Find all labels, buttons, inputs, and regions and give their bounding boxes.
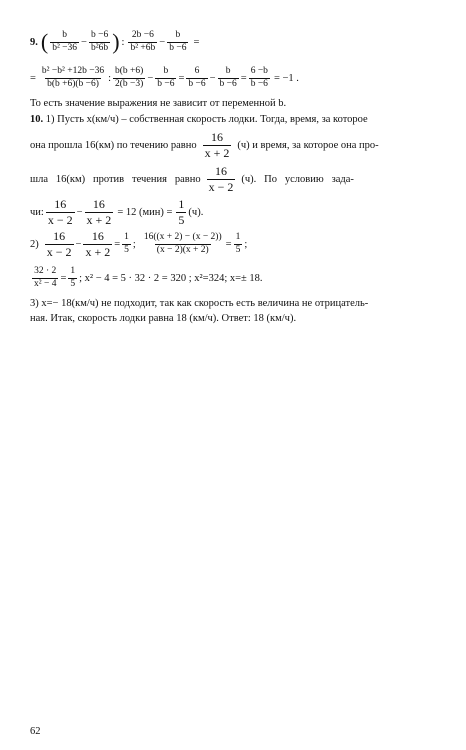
problem-9-number: 9.	[30, 36, 38, 48]
fraction: $\frac{16}{x + 2}$	[85, 228, 111, 259]
fraction: $\frac{16}{x + 2}$	[204, 129, 230, 160]
fraction: $\frac{b}{b -6}$	[157, 65, 175, 89]
fraction: $\frac{1}{5}$	[70, 265, 76, 289]
fraction: $\frac{6 -b}{b -6}$	[250, 65, 268, 89]
problem-10-line-1: 10. 1) Пусть x(км/ч) – собственная скорость лодки. Тогда, время, за которое	[30, 114, 368, 125]
problem-10-line-3: шла 16(км) против течения равно $\frac{16}{x - 2}$ (ч). По условию зада-	[30, 163, 354, 194]
problem-10-line-2: она прошла 16(км) по течению равно $\frac{16}{x + 2}$ (ч) и время, за которое она про-	[30, 129, 379, 160]
fraction: $\frac{1}{5}$	[235, 231, 241, 255]
fraction: $\frac{b}{b -6}$	[169, 29, 187, 53]
fraction: $\frac{\text{b² −b² +12b −36}}{b(b +6)(b -6)}$	[41, 65, 105, 89]
fraction: $\frac{b -6}{\text{b²6b}}$	[90, 29, 109, 53]
fraction: $\frac{2b -6}{\text{b² +6b}}$	[130, 29, 156, 53]
fraction: $\frac{16}{x - 2}$	[46, 228, 72, 259]
fraction: $\frac{32 \cdot 2}{\text{x² − 4}}$	[34, 265, 57, 289]
fraction: $\frac{16}{x + 2}$	[86, 196, 112, 227]
fraction: $\frac{1}{5}$	[124, 231, 129, 255]
problem-10-step-2-cont: $\frac{32 \cdot 2}{\text{x² − 4}}$ = $\frac{1}{5}$ ; x² − 4 = 5 · 32 · 2 = 320 ; x²=324; x=± 18.	[34, 265, 263, 289]
problem-10-line-4: чи: $\frac{16}{x - 2}$ − $\frac{16}{x + 2}$ = 12 (мин) = $\frac{1}{5}$ (ч).	[30, 196, 204, 227]
problem-9-conclusion: То есть значение выражения не зависит от переменной b.	[30, 98, 287, 109]
problem-9-line-1: 9. ( $\frac{b}{\text{b² −36}}$ − $\frac{b -6}{\text{b²6b}}$ ) : $\frac{2b -6}{\text{b² +6b}}$ − $\frac{b}{b -6}$ =	[30, 29, 200, 54]
fraction: $\frac{b}{\text{b² −36}}$	[52, 29, 78, 53]
fraction: $\frac{16}{x - 2}$	[208, 163, 234, 194]
fraction: $\frac{16}{x - 2}$	[47, 196, 73, 227]
problem-10-step-3-line-2: ная. Итак, скорость лодки равна 18 (км/ч). Ответ: 18 (км/ч).	[30, 313, 297, 324]
fraction: $\frac{16((x + 2) - (x - 2))}{(x - 2)(x + 2)}$	[143, 231, 222, 255]
problem-10-step-2: 2) $\frac{16}{x - 2}$ − $\frac{16}{x + 2}$ = $\frac{1}{5}$ ; $\frac{16((x + 2) - (x - 2))}{(x - 2)(x + 2)}$ = $\frac{1}{5}$ ;	[30, 228, 248, 259]
close-paren: )	[112, 29, 120, 54]
fraction: $\frac{b}{b -6}$	[219, 65, 237, 89]
fraction: $\frac{6}{b -6}$	[188, 65, 206, 89]
fraction: $\frac{b(b +6)}{2(b -3)}$	[115, 65, 144, 89]
problem-10-step-3-line-1: 3) x=− 18(км/ч) не подходит, так как скорость есть величина не отрицатель-	[30, 298, 369, 309]
page-number: 62	[30, 726, 41, 737]
problem-9-line-2: = $\frac{\text{b² −b² +12b −36}}{b(b +6)(b -6)}$ : $\frac{b(b +6)}{2(b -3)}$ − $\frac{b}{b -6}$ = $\frac{6}{b -6}$ − $\frac{b}{b -6}$ = $\frac{6 -b}{b -6}$ = −1 .	[30, 65, 299, 89]
open-paren: (	[40, 29, 49, 54]
problem-10-number: 10.	[30, 114, 44, 125]
fraction: $\frac{1}{5}$	[178, 196, 185, 227]
